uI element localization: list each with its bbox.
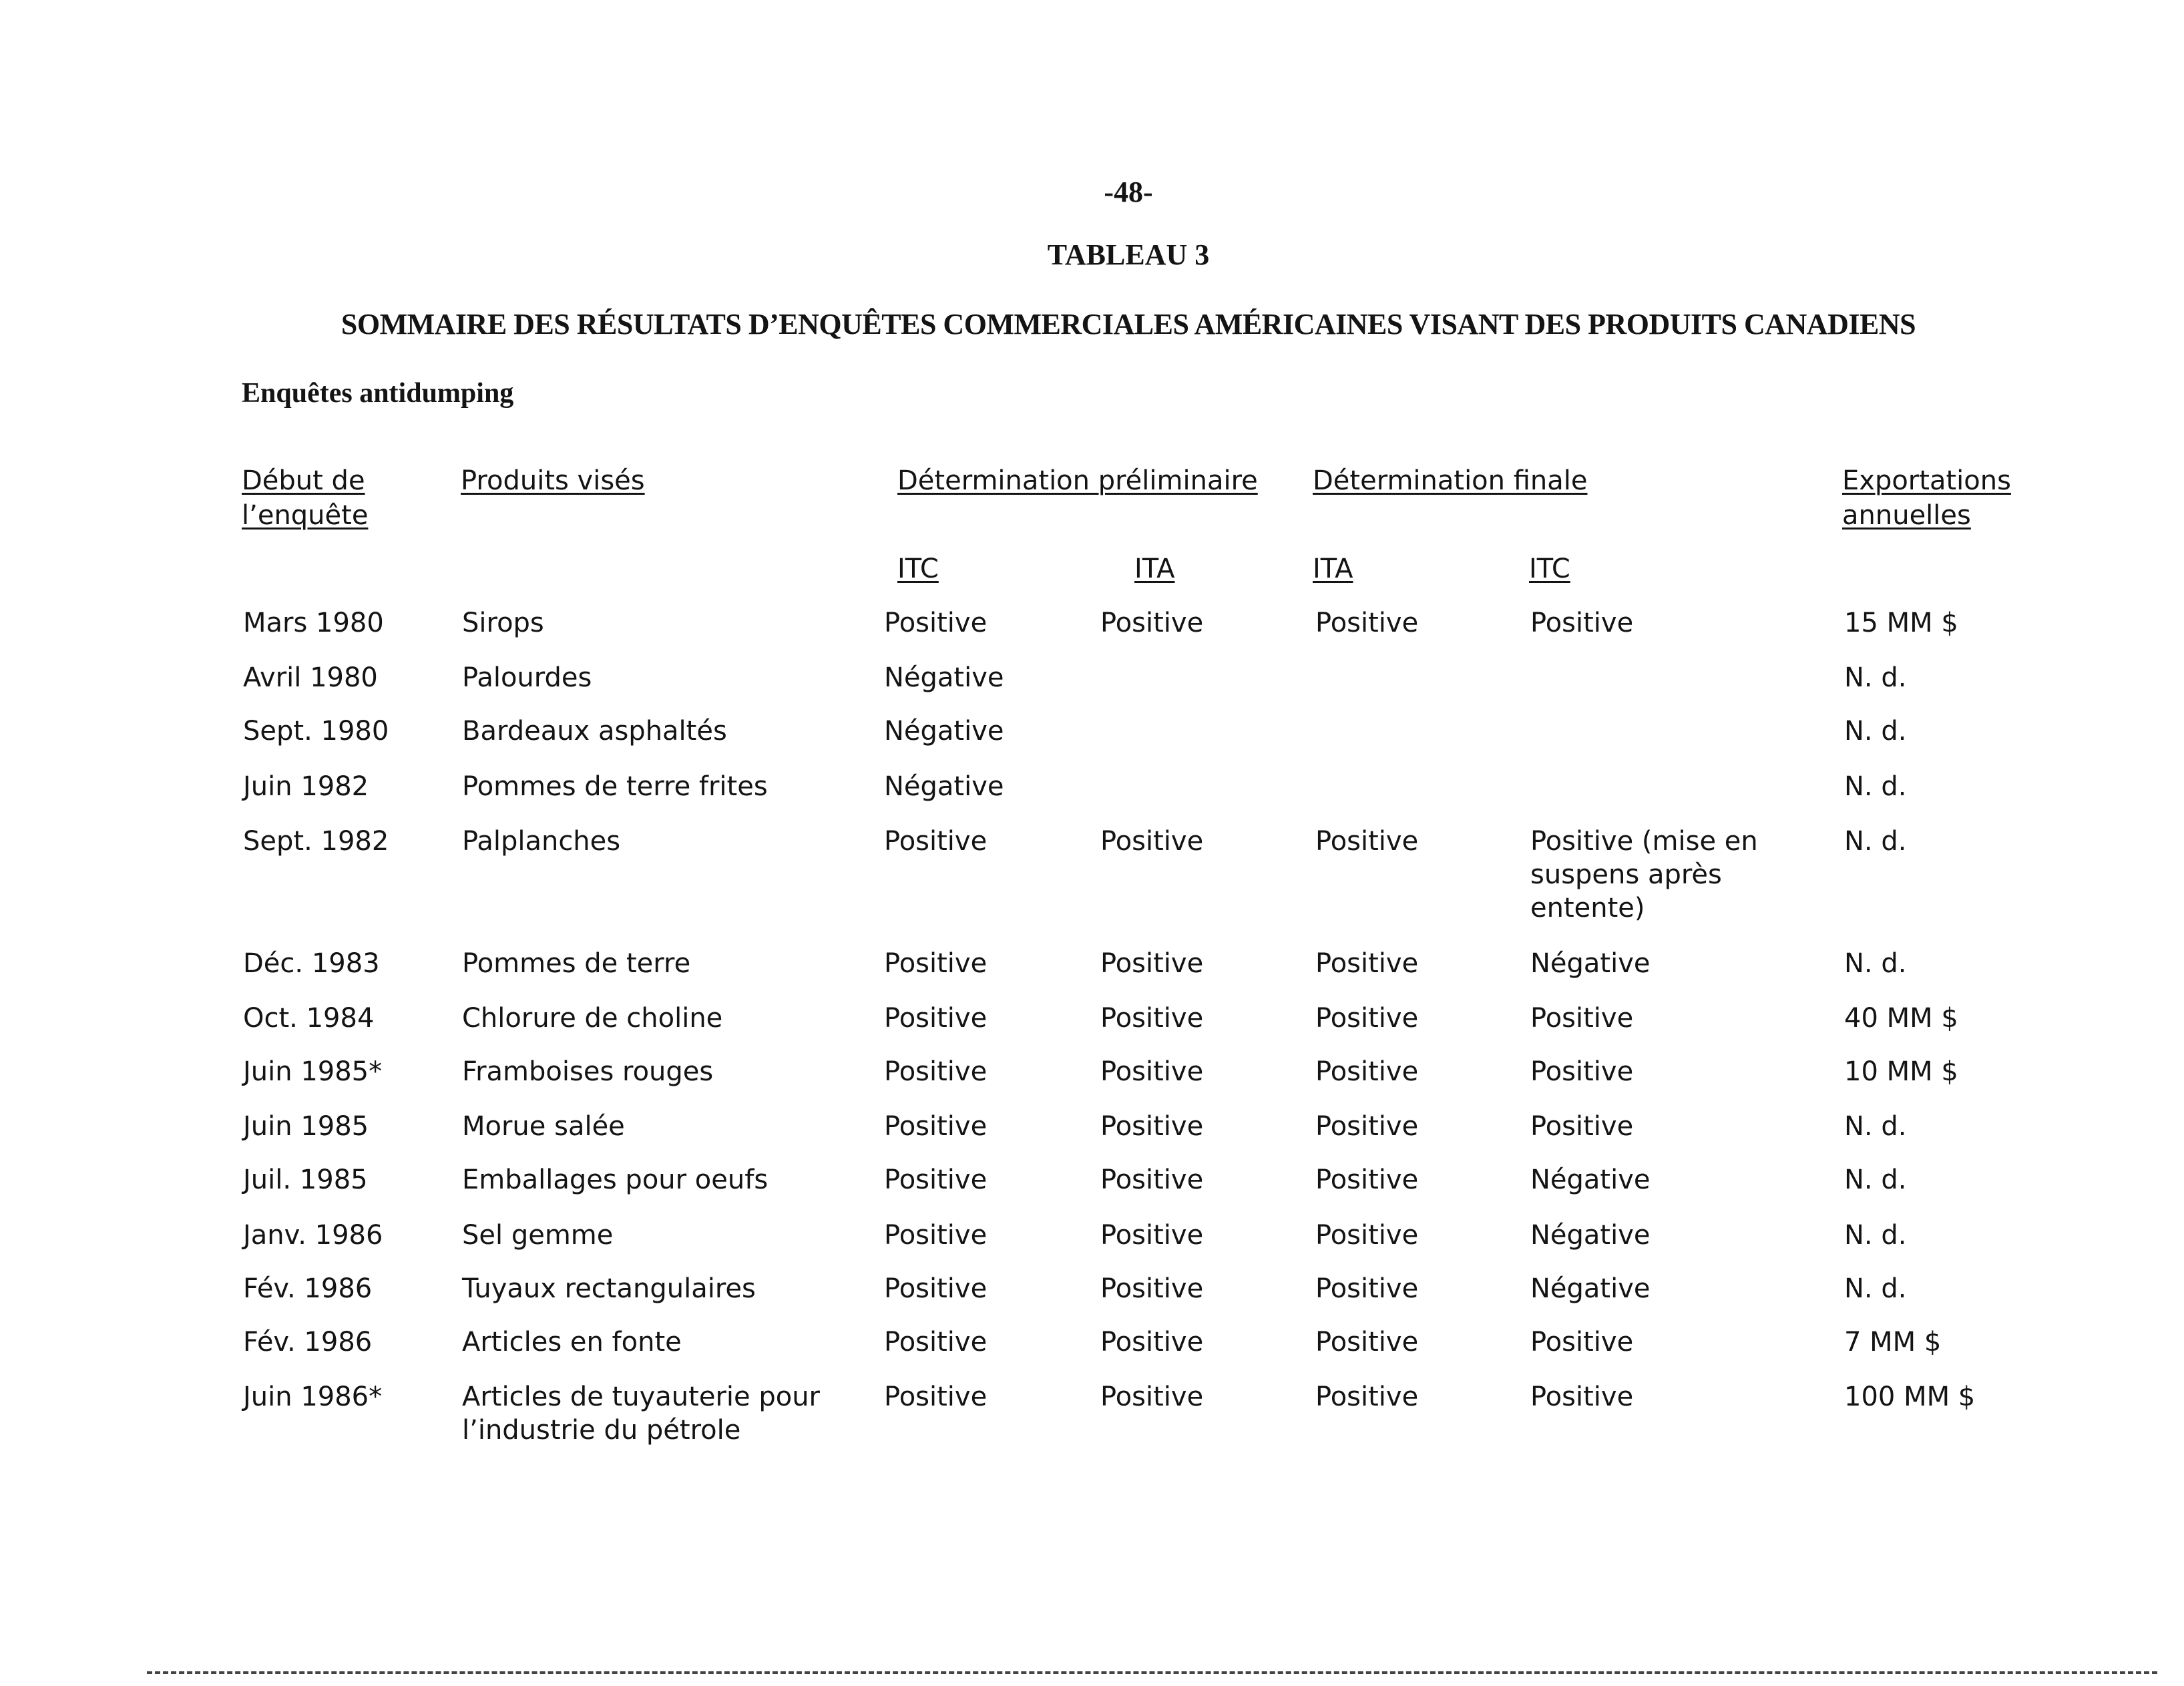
cell-product: Palourdes: [462, 662, 592, 693]
cell-exports: N. d.: [1844, 948, 1907, 979]
cell-product: Sirops: [462, 608, 544, 638]
cell-prelim-ita: Positive: [1100, 1382, 1204, 1412]
cell-final-ita: Positive: [1315, 1327, 1419, 1357]
page-number: -48-: [1104, 176, 1153, 208]
cell-final-itc: Positive: [1530, 608, 1634, 638]
cell-prelim-itc: Positive: [884, 1220, 988, 1251]
cell-date: Juin 1986*: [243, 1382, 383, 1412]
cell-prelim-ita: Positive: [1100, 1273, 1204, 1304]
cell-prelim-itc: Positive: [884, 948, 988, 979]
header-exportations: Exportations annuelles: [1842, 465, 2011, 531]
subheader-prelim-itc: ITC: [897, 554, 939, 584]
cell-prelim-itc: Négative: [884, 716, 1004, 747]
cell-product: Pommes de terre frites: [462, 771, 768, 802]
cell-product: Sel gemme: [462, 1220, 614, 1251]
cell-final-itc: Négative: [1530, 948, 1651, 979]
cell-final-itc: Positive: [1530, 1327, 1634, 1357]
cell-date: Juin 1982: [243, 771, 369, 802]
cell-final-ita: Positive: [1315, 1382, 1419, 1412]
cell-prelim-ita: Positive: [1100, 826, 1204, 857]
cell-final-ita: Positive: [1315, 1056, 1419, 1087]
subheader-prelim-ita: ITA: [1134, 554, 1175, 584]
cell-exports: N. d.: [1844, 1111, 1907, 1142]
cell-final-itc: Positive: [1530, 1056, 1634, 1087]
cell-date: Sept. 1980: [243, 716, 389, 747]
cell-exports: N. d.: [1844, 771, 1907, 802]
cell-prelim-itc: Positive: [884, 826, 988, 857]
cell-prelim-ita: Positive: [1100, 1220, 1204, 1251]
cell-prelim-itc: Positive: [884, 1327, 988, 1357]
cell-prelim-itc: Positive: [884, 1165, 988, 1195]
header-determination-preliminaire: Détermination préliminaire: [897, 465, 1258, 496]
cell-prelim-itc: Positive: [884, 1273, 988, 1304]
cell-prelim-itc: Positive: [884, 1003, 988, 1034]
cell-prelim-ita: Positive: [1100, 948, 1204, 979]
cell-exports: 40 MM $: [1844, 1003, 1958, 1034]
cell-date: Sept. 1982: [243, 826, 389, 857]
subheader-final-ita: ITA: [1313, 554, 1353, 584]
cell-final-ita: Positive: [1315, 1220, 1419, 1251]
cell-prelim-ita: Positive: [1100, 1165, 1204, 1195]
cell-exports: 15 MM $: [1844, 608, 1958, 638]
cell-date: Avril 1980: [243, 662, 378, 693]
cell-product: Palplanches: [462, 826, 621, 857]
cell-exports: N. d.: [1844, 716, 1907, 747]
cell-exports: N. d.: [1844, 1273, 1907, 1304]
section-title: Enquêtes antidumping: [242, 378, 514, 409]
cell-date: Juil. 1985: [243, 1165, 368, 1195]
cell-prelim-itc: Positive: [884, 608, 988, 638]
header-produits: Produits visés: [461, 465, 645, 496]
cell-product: Articles en fonte: [462, 1327, 682, 1357]
cell-prelim-ita: Positive: [1100, 1003, 1204, 1034]
cell-prelim-itc: Positive: [884, 1382, 988, 1412]
header-debut: Début de l’enquête: [242, 465, 369, 531]
table-label: TABLEAU 3: [1047, 238, 1210, 271]
cell-prelim-itc: Négative: [884, 662, 1004, 693]
cell-date: Fév. 1986: [243, 1273, 373, 1304]
cell-exports: N. d.: [1844, 1165, 1907, 1195]
cell-date: Juin 1985*: [243, 1056, 383, 1087]
cell-final-itc: Négative: [1530, 1165, 1651, 1195]
cell-product: Emballages pour oeufs: [462, 1165, 769, 1195]
cell-final-ita: Positive: [1315, 826, 1419, 857]
cell-date: Mars 1980: [243, 608, 384, 638]
cell-product: Chlorure de choline: [462, 1003, 723, 1034]
bottom-rule: [147, 1671, 2157, 1674]
table-title: SOMMAIRE DES RÉSULTATS D’ENQUÊTES COMMERCIALES AMÉRICAINES VISANT DES PRODUITS CANADIENS: [341, 308, 1916, 341]
cell-prelim-itc: Positive: [884, 1056, 988, 1087]
cell-product: Bardeaux asphaltés: [462, 716, 727, 747]
cell-product: Articles de tuyauterie pour l’industrie du pétrole: [462, 1382, 820, 1446]
cell-date: Déc. 1983: [243, 948, 380, 979]
cell-prelim-ita: Positive: [1100, 1111, 1204, 1142]
cell-exports: 7 MM $: [1844, 1327, 1942, 1357]
cell-exports: N. d.: [1844, 662, 1907, 693]
cell-exports: 10 MM $: [1844, 1056, 1958, 1087]
subheader-final-itc: ITC: [1529, 554, 1570, 584]
cell-prelim-ita: Positive: [1100, 1327, 1204, 1357]
cell-prelim-itc: Positive: [884, 1111, 988, 1142]
cell-final-itc: Positive: [1530, 1382, 1634, 1412]
cell-date: Janv. 1986: [243, 1220, 383, 1251]
cell-date: Juin 1985: [243, 1111, 369, 1142]
cell-final-ita: Positive: [1315, 1111, 1419, 1142]
cell-final-itc: Positive: [1530, 1111, 1634, 1142]
cell-final-ita: Positive: [1315, 1273, 1419, 1304]
cell-final-ita: Positive: [1315, 1165, 1419, 1195]
cell-final-ita: Positive: [1315, 1003, 1419, 1034]
cell-final-itc: Positive: [1530, 1003, 1634, 1034]
cell-exports: N. d.: [1844, 826, 1907, 857]
cell-exports: N. d.: [1844, 1220, 1907, 1251]
header-determination-finale: Détermination finale: [1313, 465, 1588, 496]
cell-final-itc: Négative: [1530, 1273, 1651, 1304]
cell-final-itc: Positive (mise en suspens après entente): [1530, 826, 1758, 923]
cell-product: Pommes de terre: [462, 948, 691, 979]
cell-product: Morue salée: [462, 1111, 625, 1142]
cell-product: Tuyaux rectangulaires: [462, 1273, 756, 1304]
cell-final-ita: Positive: [1315, 608, 1419, 638]
cell-prelim-ita: Positive: [1100, 608, 1204, 638]
cell-exports: 100 MM $: [1844, 1382, 1976, 1412]
cell-prelim-itc: Négative: [884, 771, 1004, 802]
cell-final-itc: Négative: [1530, 1220, 1651, 1251]
cell-product: Framboises rouges: [462, 1056, 714, 1087]
cell-date: Oct. 1984: [243, 1003, 375, 1034]
cell-prelim-ita: Positive: [1100, 1056, 1204, 1087]
cell-final-ita: Positive: [1315, 948, 1419, 979]
cell-date: Fév. 1986: [243, 1327, 373, 1357]
